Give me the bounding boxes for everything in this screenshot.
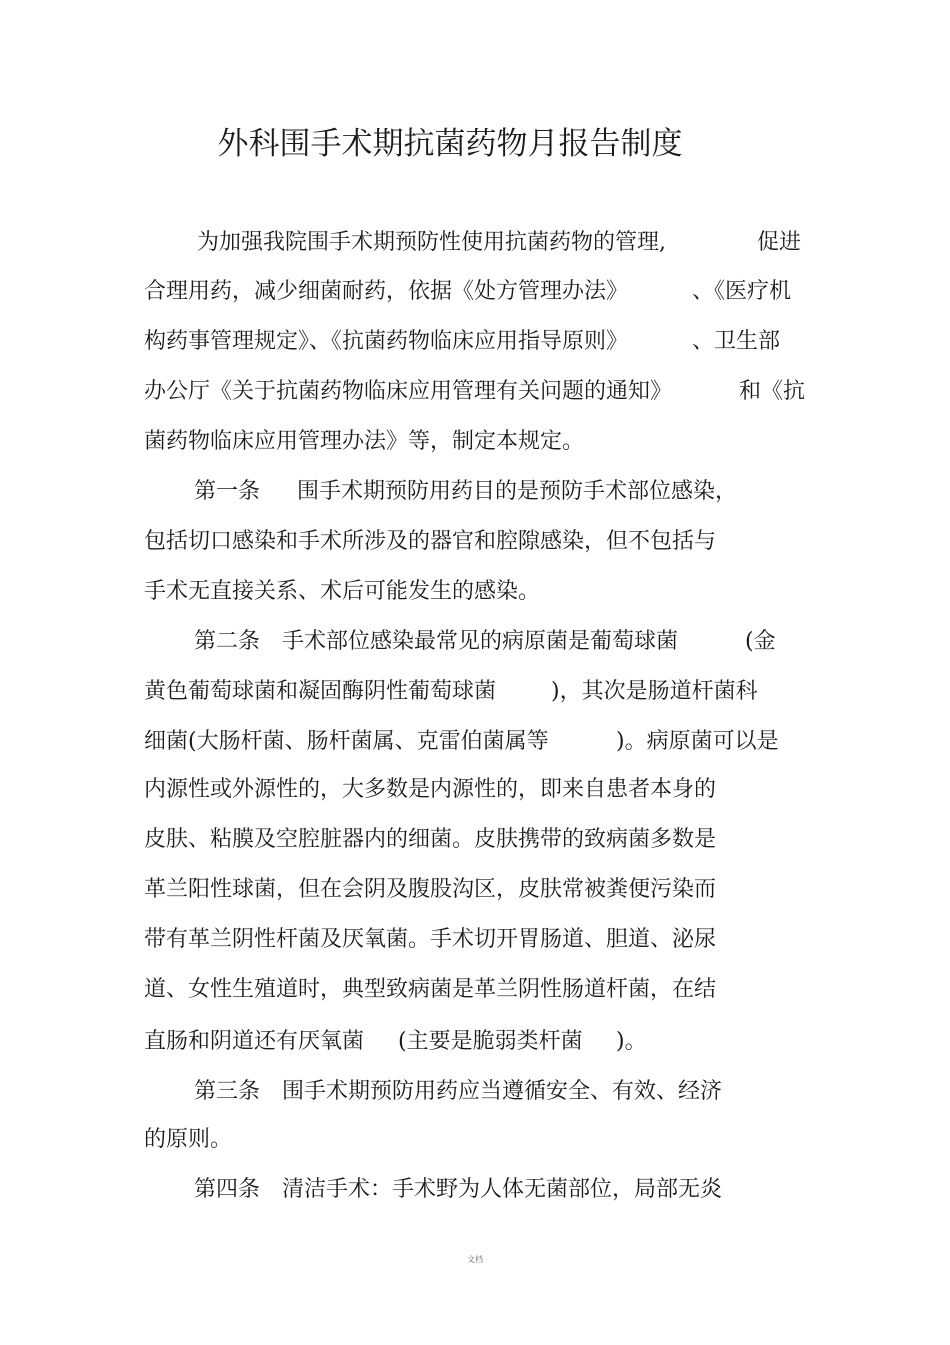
text-line: 第二条 手术部位感染最常见的病原菌是葡萄球菌 [194, 629, 679, 654]
page-footer: 文档 [467, 1255, 483, 1264]
text-line: 、卫生部 [692, 329, 781, 354]
text-line: 道、女性生殖道时，典型致病菌是革兰阴性肠道杆菌，在结 [144, 977, 717, 1002]
text-line: 围手术期预防用药目的是预防手术部位感染， [297, 479, 738, 504]
text-line: 革兰阳性球菌，但在会阴及腹股沟区，皮肤常被粪便污染而 [144, 877, 717, 902]
text-line: 第三条 围手术期预防用药应当遵循安全、有效、经济 [194, 1079, 723, 1104]
document-title: 外科围手术期抗菌药物月报告制度 [217, 126, 683, 162]
text-line: )，其次是肠道杆菌科 [551, 679, 758, 704]
text-line: 内源性或外源性的，大多数是内源性的，即来自患者本身的 [144, 777, 717, 802]
text-line: 皮肤、粘膜及空腔脏器内的细菌。皮肤携带的致病菌多数是 [144, 827, 717, 852]
text-line: 合理用药，减少细菌耐药，依据《处方管理办法》 [144, 279, 629, 304]
text-line: 构药事管理规定》、《抗菌药物临床应用指导原则》 [144, 329, 629, 354]
text-line: 带有革兰阴性杆菌及厌氧菌。手术切开胃肠道、胆道、泌尿 [144, 927, 717, 952]
text-line: 包括切口感染和手术所涉及的器官和腔隙感染，但不包括与 [144, 529, 717, 554]
text-line: )。病原菌可以是 [616, 729, 779, 754]
text-line: 促进 [757, 230, 802, 255]
text-line: 细菌(大肠杆菌、肠杆菌属、克雷伯菌属等 [144, 729, 549, 754]
text-line: 、《医疗机 [692, 279, 792, 304]
text-line: (主要是脆弱类杆菌 [398, 1029, 583, 1054]
text-line: 手术无直接关系、术后可能发生的感染。 [144, 579, 541, 604]
text-line: (金 [745, 629, 776, 654]
text-line: 黄色葡萄球菌和凝固酶阴性葡萄球菌 [144, 679, 497, 704]
text-line: 为加强我院围手术期预防性使用抗菌药物的管理, [197, 230, 666, 255]
text-line: 直肠和阴道还有厌氧菌 [144, 1029, 365, 1054]
text-line: 第四条 清洁手术：手术野为人体无菌部位，局部无炎 [194, 1177, 723, 1202]
text-line: )。 [616, 1029, 647, 1054]
text-line: 菌药物临床应用管理办法》等，制定本规定。 [144, 429, 585, 454]
text-line: 的原则。 [144, 1127, 233, 1152]
text-line: 和《抗 [739, 379, 806, 404]
text-line: 办公厅《关于抗菌药物临床应用管理有关问题的通知》 [144, 379, 673, 404]
article-number: 第一条 [194, 479, 261, 504]
